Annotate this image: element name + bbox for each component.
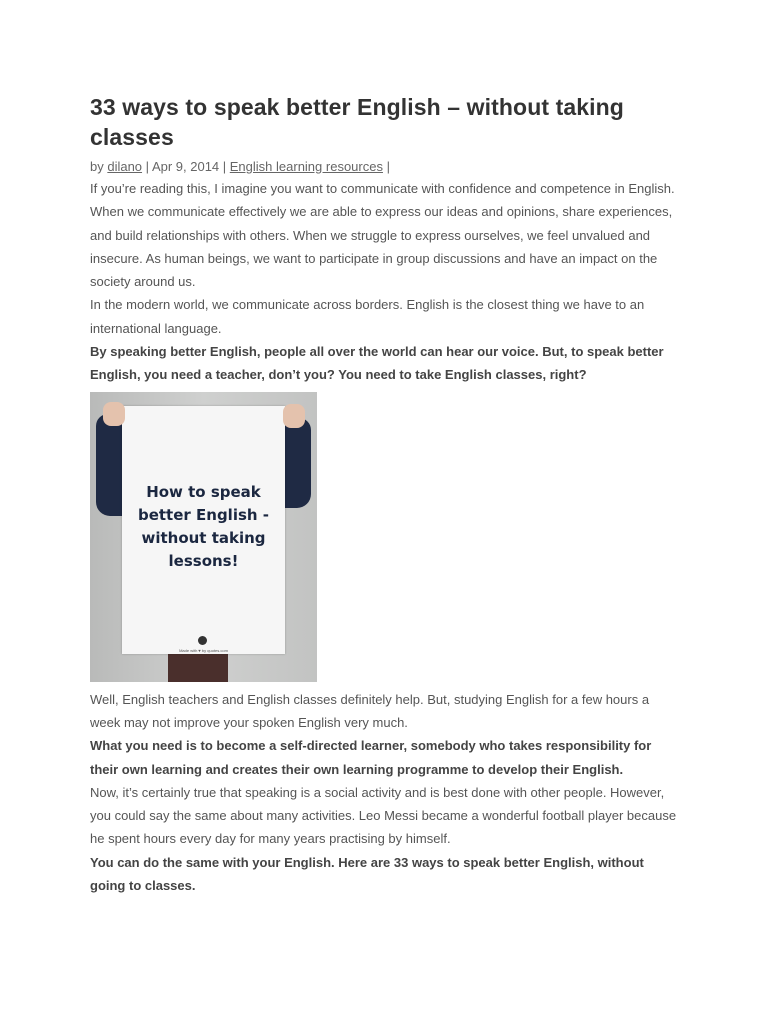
paragraph-modern-world: In the modern world, we communicate across borders. English is the closest thing we have to an international language. bbox=[90, 297, 645, 336]
meta-prefix: by bbox=[90, 159, 108, 174]
paragraph-teacher-question: By speaking better English, people all over the world can hear our voice. But, to speak better English, you need a teacher, don’t you? You need to take English classes, right? bbox=[90, 344, 664, 383]
article-meta bbox=[90, 157, 680, 177]
poster-line-2: better English - bbox=[137, 505, 270, 524]
poster-line-4: lessons! bbox=[168, 551, 239, 570]
category-link[interactable]: English learning resources bbox=[229, 159, 383, 174]
paragraph-intro: If you’re reading this, I imagine you want to communicate with confidence and competence in English. bbox=[90, 181, 675, 196]
poster-text bbox=[122, 481, 285, 573]
poster-line-1: How to speak bbox=[146, 482, 261, 501]
poster bbox=[122, 406, 285, 654]
left-hand bbox=[103, 402, 125, 426]
post-date: Apr 9, 2014 bbox=[151, 159, 220, 174]
article-title: 33 ways to speak better English – without taking classes bbox=[90, 94, 624, 150]
speech-bubble-icon bbox=[198, 636, 207, 645]
poster-credit: Made with ♥ by quotes.com bbox=[179, 647, 228, 653]
article bbox=[90, 92, 680, 897]
author-link[interactable]: dilano bbox=[107, 159, 143, 174]
poster-line-3: without taking bbox=[141, 528, 266, 547]
legs bbox=[168, 654, 228, 682]
paragraph-social-activity: Now, it’s certainly true that speaking is a social activity and is best done with other people. However, you could say the same about many activities. Leo Messi became a wonderful football player because he spent hours every day for many years practising by himself. bbox=[90, 784, 677, 847]
meta-separator: | bbox=[382, 159, 390, 174]
right-arm bbox=[281, 418, 311, 508]
article-image bbox=[90, 392, 317, 682]
paragraph-conclusion: You can do the same with your English. Here are 33 ways to speak better English, without going to classes. bbox=[90, 854, 644, 894]
meta-separator: | bbox=[142, 159, 152, 174]
meta-separator: | bbox=[219, 159, 230, 174]
paragraph-communicate: When we communicate effectively we are able to express our ideas and opinions, share experiences, and build relationships with others. When we struggle to express ourselves, we feel unvalued and insecure. As human beings, we want to participate in group discussions and have an impact on the society around us. bbox=[90, 204, 673, 290]
paragraph-self-directed: What you need is to become a self-directed learner, somebody who takes responsibility for their own learning and creates their own learning programme to develop their English. bbox=[90, 738, 652, 777]
paragraph-teachers-help: Well, English teachers and English classes definitely help. But, studying English for a few hours a week may not improve your spoken English very much. bbox=[90, 691, 650, 730]
right-hand bbox=[283, 404, 305, 428]
